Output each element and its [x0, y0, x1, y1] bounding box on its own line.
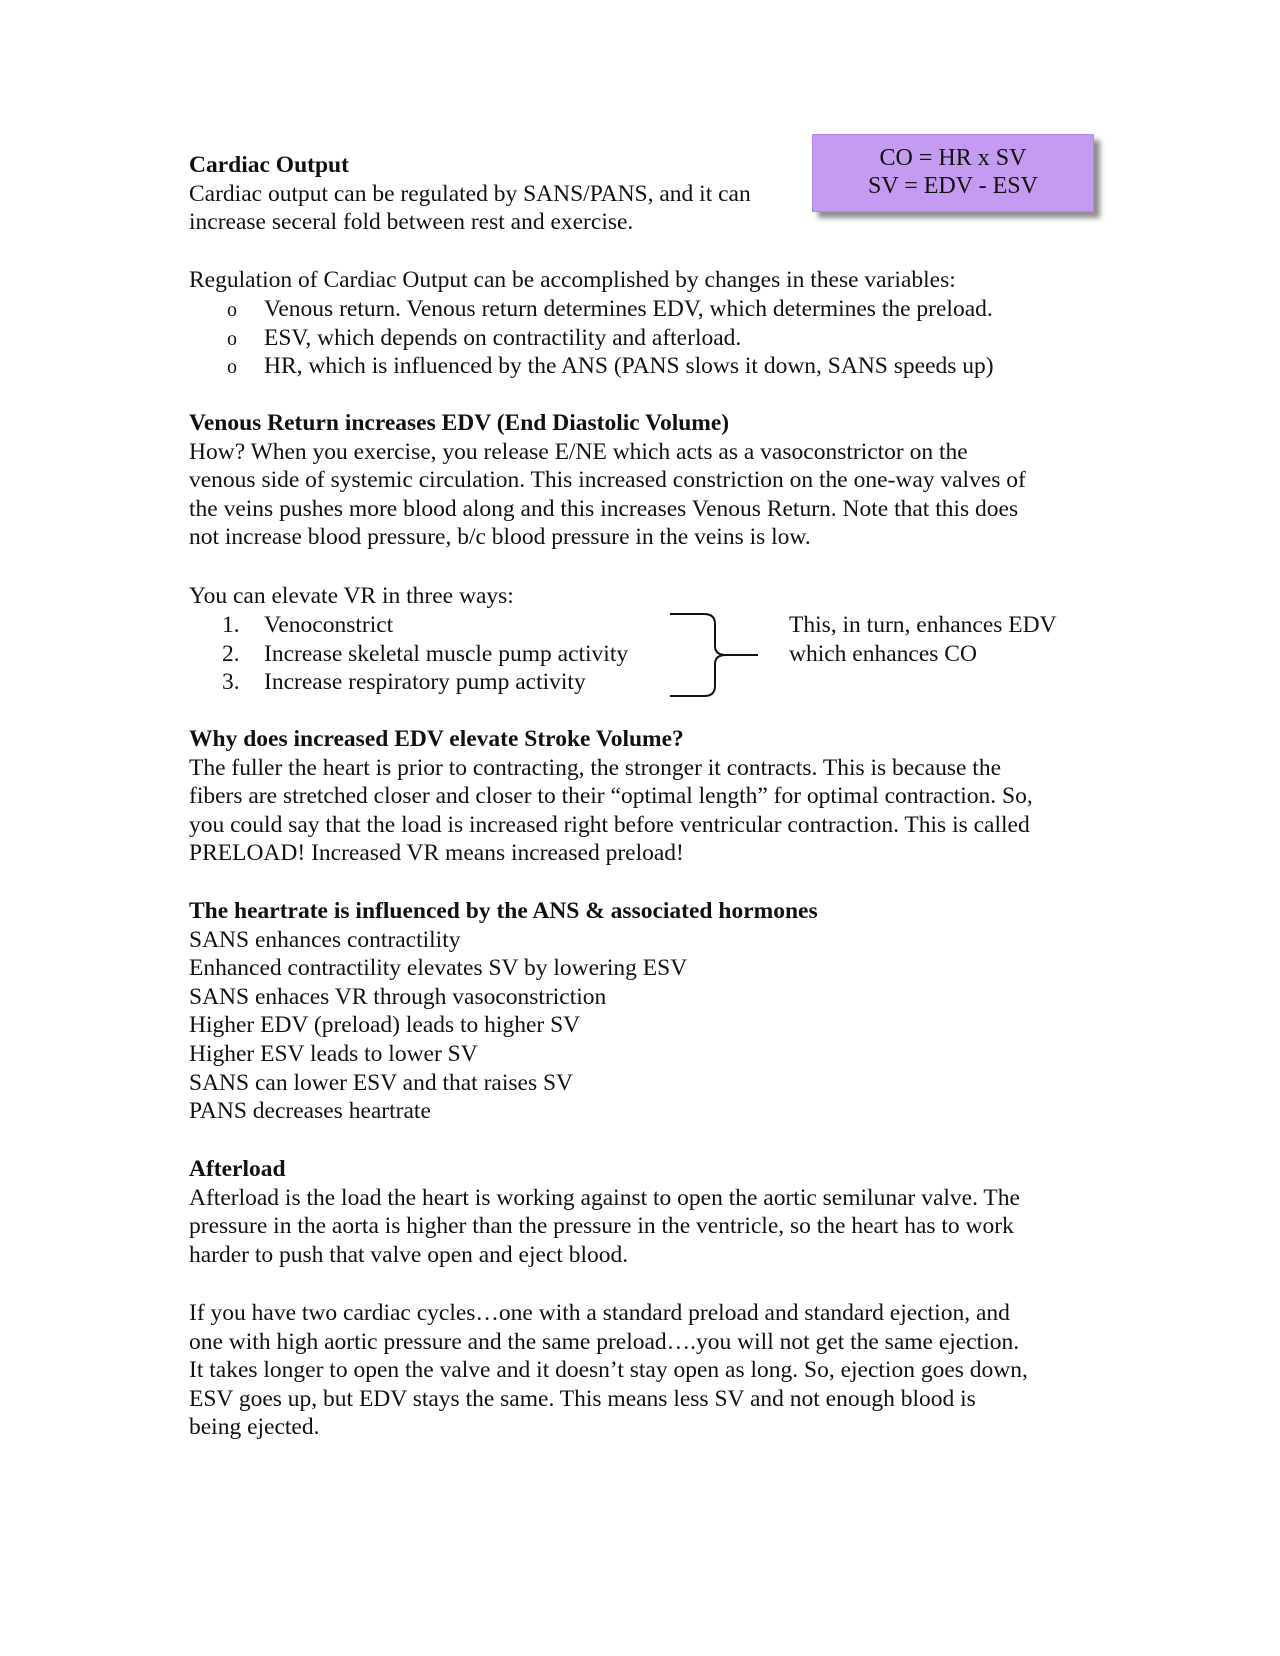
paragraph-line: being ejected.	[189, 1414, 320, 1441]
paragraph-line: The fuller the heart is prior to contracting, the stronger it contracts. This is because the	[189, 754, 1002, 781]
paragraph-line: Higher EDV (preload) leads to higher SV	[189, 1012, 581, 1039]
right-brace-icon	[668, 612, 758, 698]
list-item	[227, 324, 994, 353]
section-venous-return	[189, 409, 1089, 552]
list-item	[222, 640, 628, 669]
list-item-text: Increase respiratory pump activity	[264, 669, 586, 696]
paragraph-line: harder to push that valve open and eject blood.	[189, 1241, 629, 1268]
list-item-text: Venoconstrict	[264, 612, 394, 638]
list-item-text: HR, which is influenced by the ANS (PANS slows it down, SANS speeds up)	[264, 353, 994, 380]
brace-note	[789, 611, 1057, 668]
paragraph-line: SANS enhaces VR through vasoconstriction	[189, 983, 607, 1010]
paragraph-line: increase seceral fold between rest and exercise.	[189, 209, 634, 236]
paragraph-line: Enhanced contractility elevates SV by lowering ESV	[189, 955, 688, 982]
elevate-vr-intro: You can elevate VR in three ways:	[189, 583, 514, 609]
paragraph-line: you could say that the load is increased right before ventricular contraction. This is called	[189, 811, 1030, 838]
paragraph-line: It takes longer to open the valve and it doesn’t stay open as long. So, ejection goes down,	[189, 1357, 1028, 1384]
paragraph-line: venous side of systemic circulation. This increased constriction on the one-way valves of	[189, 467, 1026, 494]
list-item-text: ESV, which depends on contractility and afterload.	[264, 324, 742, 351]
bullet-marker: o	[227, 356, 237, 379]
section-afterload-example	[189, 1299, 1089, 1442]
heading-venous-return: Venous Return increases EDV (End Diastolic Volume)	[189, 410, 730, 436]
list-item	[227, 352, 994, 381]
paragraph-line: Afterload is the load the heart is working against to open the aortic semilunar valve. The	[189, 1184, 1020, 1211]
paragraph-line: not increase blood pressure, b/c blood pressure in the veins is low.	[189, 524, 811, 551]
list-number: 2.	[222, 640, 240, 667]
paragraph-line: PRELOAD! Increased VR means increased preload!	[189, 840, 684, 867]
section-heartrate	[189, 897, 1089, 1126]
heading-stroke-volume: Why does increased EDV elevate Stroke Volume?	[189, 726, 684, 752]
paragraph-line: How? When you exercise, you release E/NE which acts as a vasoconstrictor on the	[189, 438, 968, 465]
bullet-marker: o	[227, 299, 237, 321]
list-number: 3.	[222, 669, 240, 696]
paragraph-line: Higher ESV leads to lower SV	[189, 1040, 478, 1067]
paragraph-line: SANS can lower ESV and that raises SV	[189, 1069, 574, 1096]
heading-heartrate: The heartrate is influenced by the ANS & associated hormones	[189, 898, 818, 924]
list-item-text: Increase skeletal muscle pump activity	[264, 640, 629, 667]
regulation-list	[227, 295, 994, 381]
section-elevate-vr	[189, 582, 1089, 611]
bullet-marker: o	[227, 327, 237, 350]
section-afterload	[189, 1155, 1089, 1269]
brace-note-line: which enhances CO	[789, 640, 977, 667]
section-stroke-volume	[189, 725, 1089, 868]
list-item	[222, 668, 628, 697]
paragraph-line: fibers are stretched closer and closer to their “optimal length” for optimal contraction. So,	[189, 783, 1033, 810]
section-regulation-intro	[189, 266, 1089, 295]
list-item-text: Venous return. Venous return determines EDV, which determines the preload.	[264, 296, 993, 322]
section-cardiac-output	[189, 151, 1089, 237]
formula-co: CO = HR x SV	[879, 145, 1027, 171]
list-number: 1.	[222, 612, 240, 638]
list-item	[227, 295, 994, 324]
brace-note-line: This, in turn, enhances EDV	[789, 612, 1057, 638]
heading-afterload: Afterload	[189, 1156, 286, 1182]
paragraph-line: pressure in the aorta is higher than the pressure in the ventricle, so the heart has to work	[189, 1213, 1014, 1240]
paragraph-line: one with high aortic pressure and the same preload….you will not get the same ejection.	[189, 1328, 1020, 1355]
paragraph-line: PANS decreases heartrate	[189, 1098, 431, 1125]
formula-sv: SV = EDV - ESV	[867, 173, 1038, 199]
elevate-vr-list	[222, 611, 628, 697]
paragraph-line: SANS enhances contractility	[189, 926, 461, 953]
heading-cardiac-output: Cardiac Output	[189, 152, 349, 178]
paragraph-line: ESV goes up, but EDV stays the same. This means less SV and not enough blood is	[189, 1385, 976, 1412]
regulation-intro: Regulation of Cardiac Output can be accomplished by changes in these variables:	[189, 267, 956, 293]
paragraph-line: Cardiac output can be regulated by SANS/PANS, and it can	[189, 180, 751, 207]
list-item	[222, 611, 628, 640]
paragraph-line: the veins pushes more blood along and this increases Venous Return. Note that this does	[189, 495, 1019, 522]
paragraph-line: If you have two cardiac cycles…one with a standard preload and standard ejection, and	[189, 1300, 1010, 1326]
